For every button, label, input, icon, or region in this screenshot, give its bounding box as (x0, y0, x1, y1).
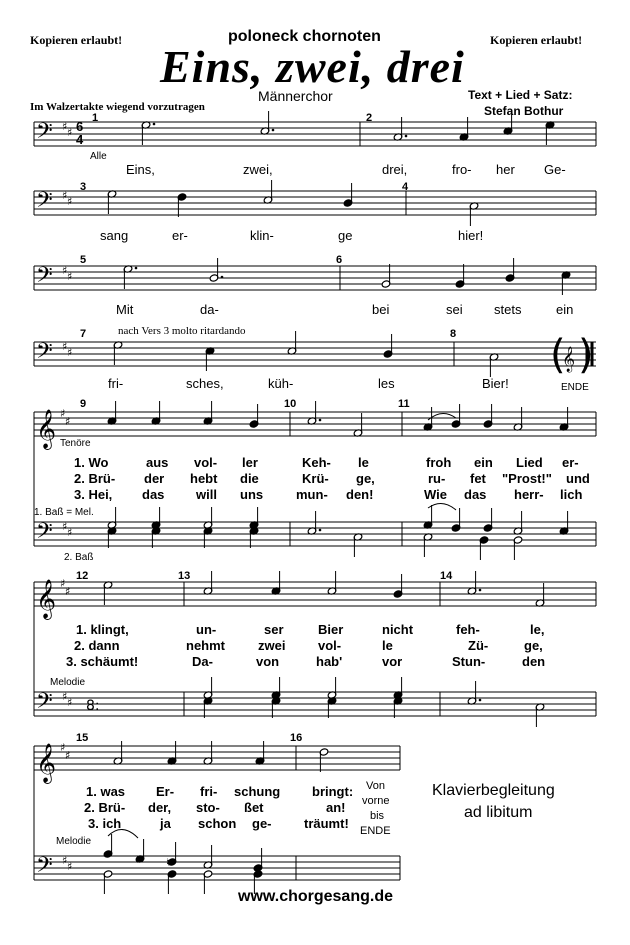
lyric-syllable: 2. Brü- (74, 471, 116, 486)
lyric-syllable: lich (560, 487, 583, 502)
repeat-note: ENDE (360, 825, 391, 837)
svg-text:𝄢: 𝄢 (36, 689, 53, 719)
voice-label-bass2: 2. Baß (64, 552, 94, 563)
lyric-syllable: von (256, 654, 280, 669)
svg-text:♯: ♯ (136, 853, 142, 866)
lyric-syllable: froh (426, 455, 452, 470)
svg-text:♯: ♯ (60, 577, 66, 590)
lyric-syllable: herr- (514, 487, 544, 502)
lyric-syllable: ge- (252, 816, 272, 831)
voice-label-melody: Melodie (56, 836, 92, 847)
subtitle-choir: Männerchor (258, 88, 333, 104)
svg-text:♯: ♯ (65, 585, 71, 598)
lyric-syllable: feh- (456, 622, 480, 637)
lyric-syllable: das (464, 487, 487, 502)
measure-number: 11 (398, 398, 410, 410)
lyric-syllable: der (144, 471, 165, 486)
svg-text:𝄞: 𝄞 (36, 743, 57, 783)
lyric-syllable: der, (148, 800, 172, 815)
lyric-syllable: 1. Wo (74, 455, 109, 470)
measure-number: 12 (76, 570, 89, 582)
lyric-syllable: 3. ich (88, 816, 122, 831)
svg-text:𝄢: 𝄢 (36, 188, 53, 218)
lyric-syllable: le (358, 455, 369, 470)
lyric-syllable: Krü- (302, 471, 329, 486)
lyric-syllable: les (378, 376, 395, 391)
svg-text:♯: ♯ (67, 346, 73, 359)
lyric-syllable: ge (338, 228, 353, 243)
lyric-syllable: da- (200, 302, 219, 317)
copy-notice-right: Kopieren erlaubt! (490, 33, 583, 47)
lyric-syllable: das (142, 487, 165, 502)
svg-text:♯: ♯ (60, 407, 66, 420)
lyric-syllable: "Prost!" (502, 471, 552, 486)
measure-number: 4 (402, 181, 409, 193)
svg-text:♯: ♯ (62, 520, 68, 533)
lyric-syllable: Zü- (468, 638, 489, 653)
lyric-syllable: le (382, 638, 393, 653)
lyric-syllable: den (522, 654, 546, 669)
lyric-syllable: ge, (356, 471, 375, 486)
svg-text:♯: ♯ (62, 264, 68, 277)
measure-number: 13 (178, 570, 191, 582)
lyric-syllable: an! (326, 800, 346, 815)
lyric-syllable: bringt: (312, 784, 354, 799)
lyric-syllable: schon (198, 816, 237, 831)
tempo-marking: Im Walzertakte wiegend vorzutragen (30, 101, 205, 113)
svg-text:♯: ♯ (67, 696, 73, 709)
lyric-syllable: drei, (382, 162, 408, 177)
measure-number: 10 (284, 398, 297, 410)
lyric-syllable: sto- (196, 800, 220, 815)
svg-text:♯: ♯ (67, 270, 73, 283)
lyric-syllable: Mit (116, 302, 134, 317)
lyric-syllable: vor (382, 654, 403, 669)
measure-number: 9 (80, 398, 87, 410)
measure-number: 15 (76, 732, 89, 744)
lyric-syllable: zwei (258, 638, 286, 653)
lyric-syllable: Bier! (482, 376, 509, 391)
voice-label-tenor: Tenöre (60, 438, 91, 449)
svg-text:𝄢: 𝄢 (36, 519, 53, 549)
svg-text:(: ( (550, 332, 566, 378)
lyric-syllable: die (240, 471, 259, 486)
lyric-syllable: bei (372, 302, 390, 317)
lyric-syllable: mun- (296, 487, 328, 502)
svg-text:♯: ♯ (62, 120, 68, 133)
lyric-syllable: fri- (200, 784, 218, 799)
lyric-syllable: stets (494, 302, 522, 317)
svg-text:♯: ♯ (62, 189, 68, 202)
lyric-syllable: sches, (186, 376, 224, 391)
measure-number: 5 (80, 254, 87, 266)
svg-text:𝄞: 𝄞 (562, 347, 576, 372)
lyric-syllable: hebt (190, 471, 218, 486)
song-title: Eins, zwei, drei (160, 41, 465, 92)
lyric-syllable: hab' (316, 654, 343, 669)
svg-text:𝄢: 𝄢 (36, 263, 53, 293)
svg-text:♯: ♯ (65, 415, 71, 428)
measure-number: 1 (92, 112, 99, 124)
svg-text:𝄢: 𝄢 (36, 119, 53, 149)
svg-text:𝄞: 𝄞 (36, 579, 57, 619)
lyric-syllable: le, (530, 622, 545, 637)
svg-text:♯: ♯ (62, 854, 68, 867)
lyric-syllable: den! (346, 487, 374, 502)
lyric-syllable: nehmt (186, 638, 225, 653)
direction-ritardando: nach Vers 3 molto ritardando (118, 325, 246, 337)
lyric-syllable: und (566, 471, 590, 486)
lyric-syllable: will (196, 487, 217, 502)
measure-number: 2 (366, 112, 373, 124)
svg-text:𝄢: 𝄢 (36, 853, 53, 883)
lyric-syllable: ser (264, 622, 284, 637)
time-signature-top: 6 (76, 119, 84, 134)
lyric-syllable: er- (172, 228, 188, 243)
lyric-syllable: träumt! (304, 816, 349, 831)
svg-text:𝄞: 𝄞 (36, 409, 57, 449)
lyric-syllable: Stun- (452, 654, 486, 669)
lyric-syllable: ein (474, 455, 493, 470)
lyric-syllable: Keh- (302, 455, 331, 470)
svg-text:♯: ♯ (67, 126, 73, 139)
voice-label: Alle (90, 151, 107, 162)
lyric-syllable: zwei, (243, 162, 273, 177)
lyric-syllable: Er- (156, 784, 175, 799)
lyric-syllable: fro- (452, 162, 472, 177)
svg-text:♯: ♯ (62, 340, 68, 353)
repeat-note: bis (370, 810, 385, 822)
svg-text:♯: ♯ (62, 690, 68, 703)
lyric-syllable: un- (196, 622, 217, 637)
svg-text:♮: ♮ (166, 856, 170, 869)
repeat-note: Von (366, 780, 385, 792)
lyric-syllable: ru- (428, 471, 446, 486)
measure-number: 8 (450, 328, 457, 340)
lyric-syllable: sang (100, 228, 129, 243)
lyric-syllable: 3. schäumt! (66, 654, 139, 669)
lyric-syllable: aus (146, 455, 169, 470)
lyric-syllable: 3. Hei, (74, 487, 113, 502)
accompaniment-note: Klavierbegleitung (432, 782, 555, 799)
lyric-syllable: ler (242, 455, 258, 470)
lyric-syllable: Eins, (126, 162, 155, 177)
accompaniment-note: ad libitum (464, 804, 533, 821)
publisher-name: poloneck chornoten (228, 28, 381, 45)
lyric-syllable: ja (160, 816, 171, 831)
measure-number: 6 (336, 254, 343, 266)
end-label: ENDE (561, 382, 589, 393)
lyric-syllable: vol- (318, 638, 342, 653)
measure-number: 3 (80, 181, 87, 193)
lyric-syllable: Da- (192, 654, 213, 669)
svg-text:♯: ♯ (67, 526, 73, 539)
svg-text:♯: ♯ (67, 195, 73, 208)
lyric-syllable: her (496, 162, 515, 177)
voice-label-bass1: 1. Baß = Mel. (34, 507, 94, 518)
lyric-syllable: küh- (268, 376, 294, 391)
time-signature-bottom: 4 (76, 132, 84, 147)
lyric-syllable: fri- (108, 376, 124, 391)
lyric-syllable: hier! (458, 228, 484, 243)
credits-author: Stefan Bothur (484, 104, 564, 118)
lyric-syllable: ßet (244, 800, 264, 815)
svg-text:8:: 8: (86, 698, 100, 714)
lyric-syllable: Lied (516, 455, 543, 470)
repeat-note: vorne (362, 795, 390, 807)
lyric-syllable: vol- (194, 455, 218, 470)
svg-text:𝄢: 𝄢 (36, 339, 53, 369)
voice-label-melody: Melodie (50, 677, 86, 688)
svg-text:♯: ♯ (60, 741, 66, 754)
svg-text:): ) (578, 332, 594, 378)
lyric-syllable: fet (470, 471, 486, 486)
svg-text:♯: ♯ (67, 860, 73, 873)
measure-number: 14 (440, 570, 453, 582)
lyric-syllable: nicht (382, 622, 414, 637)
lyric-syllable: er- (562, 455, 579, 470)
lyric-syllable: ge, (524, 638, 543, 653)
credits-label: Text + Lied + Satz: (468, 88, 573, 102)
lyric-syllable: Wie (424, 487, 447, 502)
website-link[interactable]: www.chorgesang.de (238, 888, 393, 905)
svg-text:♯: ♯ (65, 749, 71, 762)
lyric-syllable: sei (446, 302, 463, 317)
lyric-syllable: Bier (318, 622, 344, 637)
measure-number: 16 (290, 732, 303, 744)
lyric-syllable: Ge- (544, 162, 566, 177)
measure-number: 7 (80, 328, 87, 340)
lyric-syllable: ein (556, 302, 574, 317)
lyric-syllable: uns (240, 487, 264, 502)
lyric-syllable: 1. was (86, 784, 126, 799)
lyric-syllable: 2. Brü- (84, 800, 126, 815)
copy-notice-left: Kopieren erlaubt! (30, 33, 123, 47)
lyric-syllable: 1. klingt, (76, 622, 129, 637)
lyric-syllable: schung (234, 784, 281, 799)
lyric-syllable: klin- (250, 228, 274, 243)
lyric-syllable: 2. dann (74, 638, 120, 653)
